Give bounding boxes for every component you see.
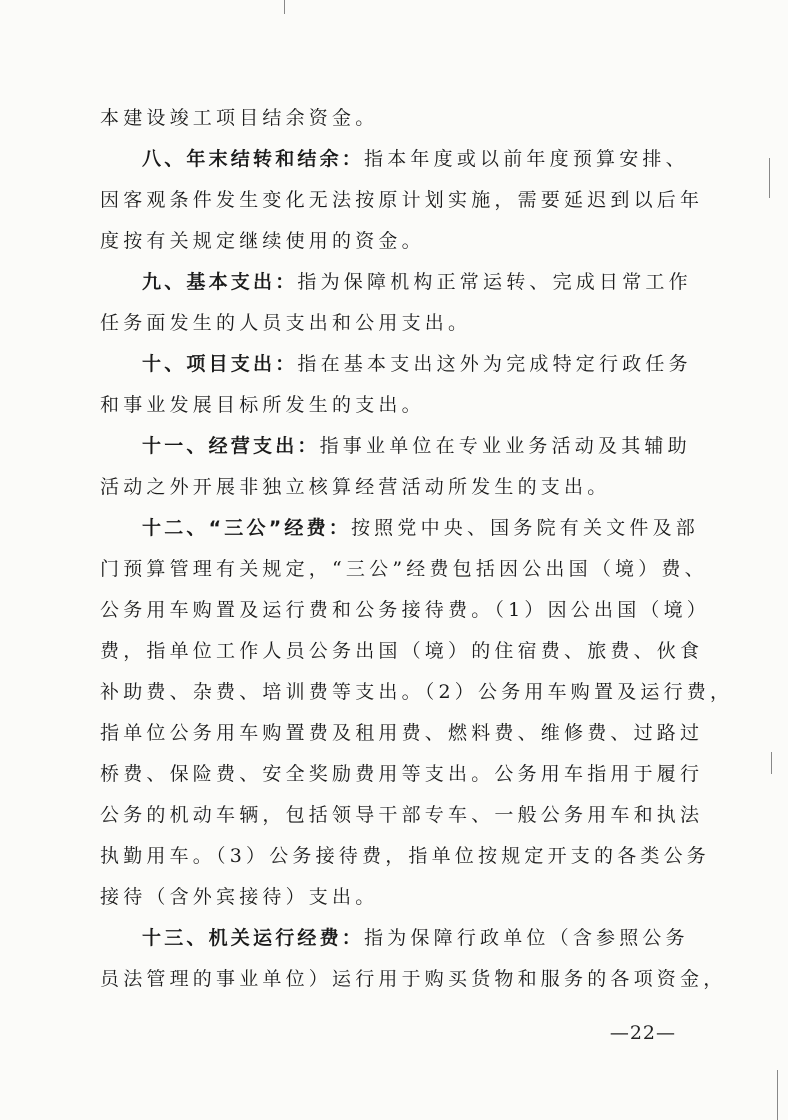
definition-term: 十一、经营支出： [142,435,320,457]
definition-first-line [100,344,690,385]
definition-text: 指为保障机构正常运转、完成日常工作 [297,271,692,293]
definition-first-line [100,508,699,549]
definition-text: 指事业单位在专业业务活动及其辅助 [319,435,691,457]
page-number: —22— [609,1022,676,1044]
text-line: 员法管理的事业单位）运行用于购买货物和服务的各项资金， [100,968,727,990]
definition-first-line [100,918,690,959]
text-line: 本建设竣工项目结余资金。 [100,107,379,129]
scan-edge-mark [769,158,770,198]
definition-first-line [100,262,690,303]
text-line: 补助费、杂费、培训费等支出。（2）公务用车购置及运行费， [100,681,734,703]
text-line: 接待（含外宾接待）支出。 [100,886,379,908]
text-line: 指单位公务用车购置费及租用费、燃料费、维修费、过路过 [100,722,704,744]
definition-term: 十二、“三公”经费： [142,517,351,539]
definition-term: 九、基本支出： [142,271,298,293]
text-line: 度按有关规定继续使用的资金。 [100,230,425,252]
definition-term: 十三、机关运行经费： [142,927,365,949]
text-line: 公务的机动车辆，包括领导干部专车、一般公务用车和执法 [100,804,704,826]
document-body [100,98,734,1000]
definition-term: 十、项目支出： [142,353,298,375]
text-line: 费，指单位工作人员公务出国（境）的住宿费、旅费、伙食 [100,640,704,662]
text-line: 活动之外开展非独立核算经营活动所发生的支出。 [100,476,611,498]
definition-text: 指本年度或以前年度预算安排、 [364,148,689,170]
text-line: 执勤用车。（3）公务接待费，指单位按规定开支的各类公务 [100,845,710,867]
text-line: 任务面发生的人员支出和公用支出。 [100,312,472,334]
scan-edge-mark [777,1070,778,1120]
text-line: 公务用车购置及运行费和公务接待费。（1）因公出国（境） [100,599,710,621]
text-line: 因客观条件发生变化无法按原计划实施，需要延迟到以后年 [100,189,704,211]
definition-first-line [100,139,690,180]
definition-text: 指为保障行政单位（含参照公务 [364,927,689,949]
text-line: 门预算管理有关规定，“三公”经费包括因公出国（境）费、 [100,558,708,580]
scan-edge-mark [771,752,772,774]
text-line: 桥费、保险费、安全奖励费用等支出。公务用车指用于履行 [100,763,704,785]
definition-first-line [100,426,690,467]
definition-text: 指在基本支出这外为完成特定行政任务 [297,353,692,375]
definition-text: 按照党中央、国务院有关文件及部 [350,517,699,539]
scan-edge-mark [284,0,285,14]
text-line: 和事业发展目标所发生的支出。 [100,394,425,416]
definition-term: 八、年末结转和结余： [142,148,365,170]
